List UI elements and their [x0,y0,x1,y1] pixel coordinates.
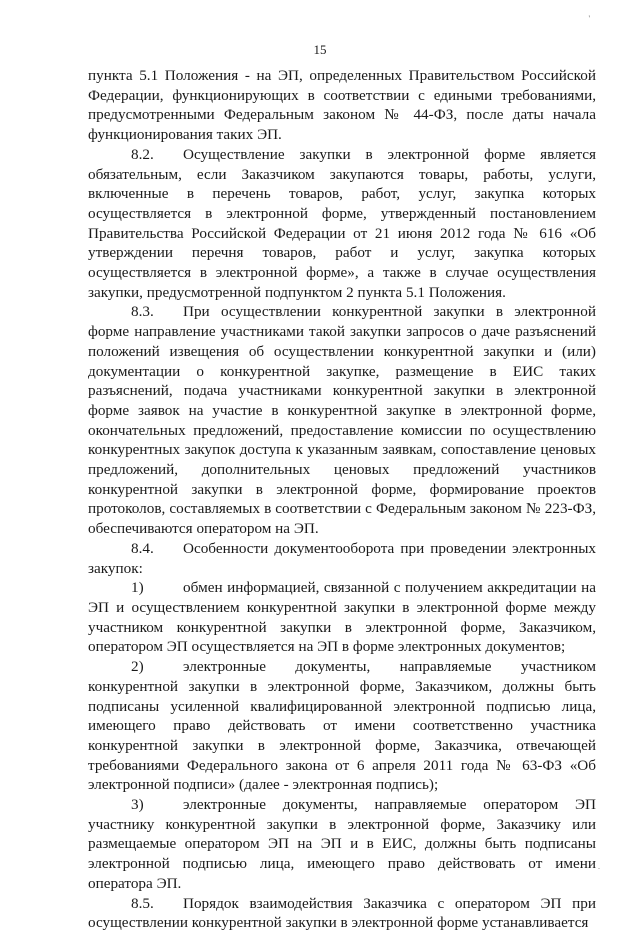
clause-text: Особенности документооборота при проведении электронных закупок: [88,539,596,577]
page-content [88,66,596,933]
page-number: 15 [313,42,327,57]
clause-number: 8.4. [131,539,154,557]
subitem-number: 1) [131,579,144,597]
subitem-3 [88,795,596,894]
clause-8-3 [88,302,596,538]
corner-dot: . [598,862,600,871]
subitem-1 [88,578,596,657]
subitem-text: обмен информацией, связанной с получением аккредитации на ЭП и осуществлением конкурентной закупки в электронной форме между участником конкурентной закупки в электронной форме, Заказчиком, оператором ЭП осуществляется на ЭП в форме электронных документов; [88,579,596,656]
subitem-2 [88,657,596,795]
clause-text: Осуществление закупки в электронной форме является обязательным, если Заказчиком закупаются товары, работы, услуги, включенные в перечень товаров, работ, услуг, закупка которых осуществляется в электронной форме, утвержденный постановлением Правительства Российской Федерации от 21 июня 2012 года № 616 «Об утверждении перечня товаров, работ и услуг, закупка которых осуществляется в электронной форме», а также в случае осуществления закупки, предусмотренной подпунктом 2 пункта 5.1 Положения. [88,145,596,301]
clause-number: 8.3. [131,303,154,321]
subitem-number: 3) [131,796,144,814]
clause-number: 8.5. [131,894,154,912]
corner-mark: ' [588,14,590,23]
clause-8-2 [88,145,596,303]
paragraph-text: пункта 5.1 Положения - на ЭП, определенных Правительством Российской Федерации, функционирующих в соответствии с едиными требованиями, предусмотренными Федеральным законом № 44-ФЗ, после даты начала функционирования таких ЭП. [88,67,596,144]
clause-number: 8.2. [131,145,154,163]
clause-8-4 [88,539,596,578]
subitem-text: электронные документы, направляемые оператором ЭП участнику конкурентной закупки в электронной форме, Заказчику или размещаемые оператором ЭП на ЭП и в ЕИС, должны быть подписаны электронной подписью лица, имеющего право действовать от имени оператора ЭП. [88,796,596,892]
clause-text: Порядок взаимодействия Заказчика с оператором ЭП при осуществлении конкурентной закупки в электронной форме устанавливается [88,894,596,932]
subitem-text: электронные документы, направляемые участником конкурентной закупки в электронной форме, Заказчиком, должны быть подписаны усиленной квалифицированной электронной подписью лица, имеющего право действовать от имени соответственно участника конкурентной закупки в электронной форме, Заказчика, отвечающей требованиями Федерального закона от 6 апреля 2011 года № 63-ФЗ «Об электронной подписи» (далее - электронная подпись); [88,658,596,794]
paragraph-continuation [88,66,596,145]
subitem-number: 2) [131,658,144,676]
clause-text: При осуществлении конкурентной закупки в электронной форме направление участниками такой закупки запросов о даче разъяснений положений извещения об осуществлении конкурентной закупки и (или) документации о конкурентной закупке, размещение в ЕИС таких разъяснений, подача участниками конкурентной закупки в электронной форме заявок на участие в конкурентной закупке в электронной форме, окончательных предложений, предоставление комиссии по осуществлению конкурентных закупок доступа к указанным заявкам, сопоставление ценовых предложений, дополнительных ценовых предложений участников конкурентной закупки в электронной форме, формирование проектов протоколов, составляемых в соответствии с Федеральным законом № 223-ФЗ, обеспечиваются оператором на ЭП. [88,303,596,538]
clause-8-5 [88,894,596,933]
